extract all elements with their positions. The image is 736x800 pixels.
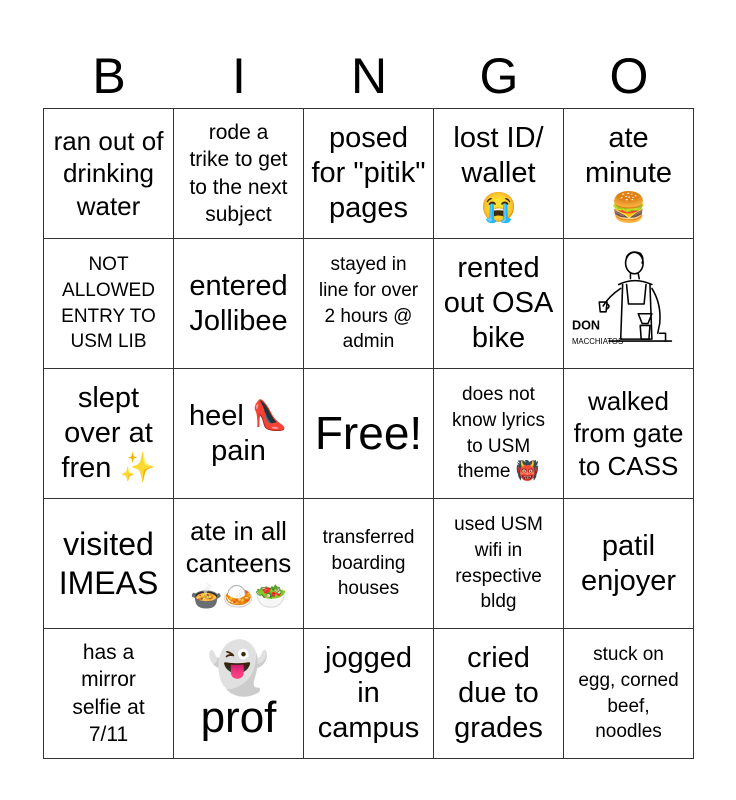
cell-text: ran out of drinking water: [53, 125, 164, 221]
cell-text: does not know lyrics to USM theme 👹: [452, 384, 545, 483]
cell-o2-logo[interactable]: [564, 239, 694, 369]
cell-n4[interactable]: [304, 499, 434, 629]
cell-text: patil enjoyer: [580, 529, 677, 597]
cell-text: heel 👠 pain: [189, 399, 288, 467]
cell-n1[interactable]: [304, 109, 434, 239]
cell-text: has a mirror selfie at 7/11: [72, 640, 145, 746]
cell-o3[interactable]: [564, 369, 694, 499]
bingo-header: [44, 44, 694, 108]
cell-o5[interactable]: [564, 629, 694, 759]
cell-b4[interactable]: [44, 499, 174, 629]
cell-b5[interactable]: [44, 629, 174, 759]
cell-text: cried due to grades: [454, 642, 543, 744]
cell-text: ate minute 🍔: [584, 122, 673, 224]
ghost-icon: 👻: [207, 640, 270, 697]
cell-i3[interactable]: [174, 369, 304, 499]
cell-text: rode a trike to get to the next subject: [189, 120, 288, 226]
header-letter-b: B: [92, 48, 126, 104]
cell-o1[interactable]: [564, 109, 694, 239]
cell-b1[interactable]: [44, 109, 174, 239]
cell-g3[interactable]: [434, 369, 564, 499]
logo-line2: MACCHIATOS: [571, 336, 624, 346]
cell-text: stayed in line for over 2 hours @ admin: [318, 254, 419, 353]
cell-text: entered Jollibee: [189, 269, 288, 337]
cell-n5[interactable]: [304, 629, 434, 759]
cell-text: NOT ALLOWED ENTRY TO USM LIB: [61, 254, 156, 353]
cell-g2[interactable]: [434, 239, 564, 369]
header-letter-i: I: [232, 48, 246, 104]
cell-text: slept over at fren ✨: [61, 382, 156, 484]
cell-text: transferred boarding houses: [322, 527, 415, 600]
cell-text: posed for "pitik" pages: [311, 122, 426, 224]
cell-text: used USM wifi in respective bldg: [454, 514, 543, 613]
cell-text: visited IMEAS: [58, 526, 159, 601]
cell-text: stuck on egg, corned beef, noodles: [578, 644, 679, 743]
free-space-label: Free!: [314, 406, 423, 459]
cell-i1[interactable]: [174, 109, 304, 239]
cell-text: prof: [200, 693, 277, 743]
header-letter-o: O: [609, 48, 649, 104]
cell-text: rented out OSA bike: [443, 252, 554, 354]
cell-o4[interactable]: [564, 499, 694, 629]
header-letter-g: G: [479, 48, 519, 104]
cell-free[interactable]: [304, 369, 434, 499]
cell-text: lost ID/ wallet 😭: [453, 122, 544, 224]
prof-stack: [200, 640, 277, 744]
cell-text: walked from gate to CASS: [573, 385, 684, 481]
cell-text: jogged in campus: [317, 642, 420, 744]
bingo-grid: [43, 108, 694, 759]
cell-g4[interactable]: [434, 499, 564, 629]
cell-b3[interactable]: [44, 369, 174, 499]
cell-i4[interactable]: [174, 499, 304, 629]
cell-b2[interactable]: [44, 239, 174, 369]
cell-text: ate in all canteens 🍲🍛🥗: [185, 515, 292, 611]
cell-g5[interactable]: [434, 629, 564, 759]
cell-g1[interactable]: [434, 109, 564, 239]
cell-i5[interactable]: [174, 629, 304, 759]
header-letter-n: N: [350, 48, 388, 104]
cell-n2[interactable]: [304, 239, 434, 369]
logo-line1: DON: [571, 317, 601, 332]
don-macchiatos-logo: [570, 245, 687, 363]
cell-i2[interactable]: [174, 239, 304, 369]
